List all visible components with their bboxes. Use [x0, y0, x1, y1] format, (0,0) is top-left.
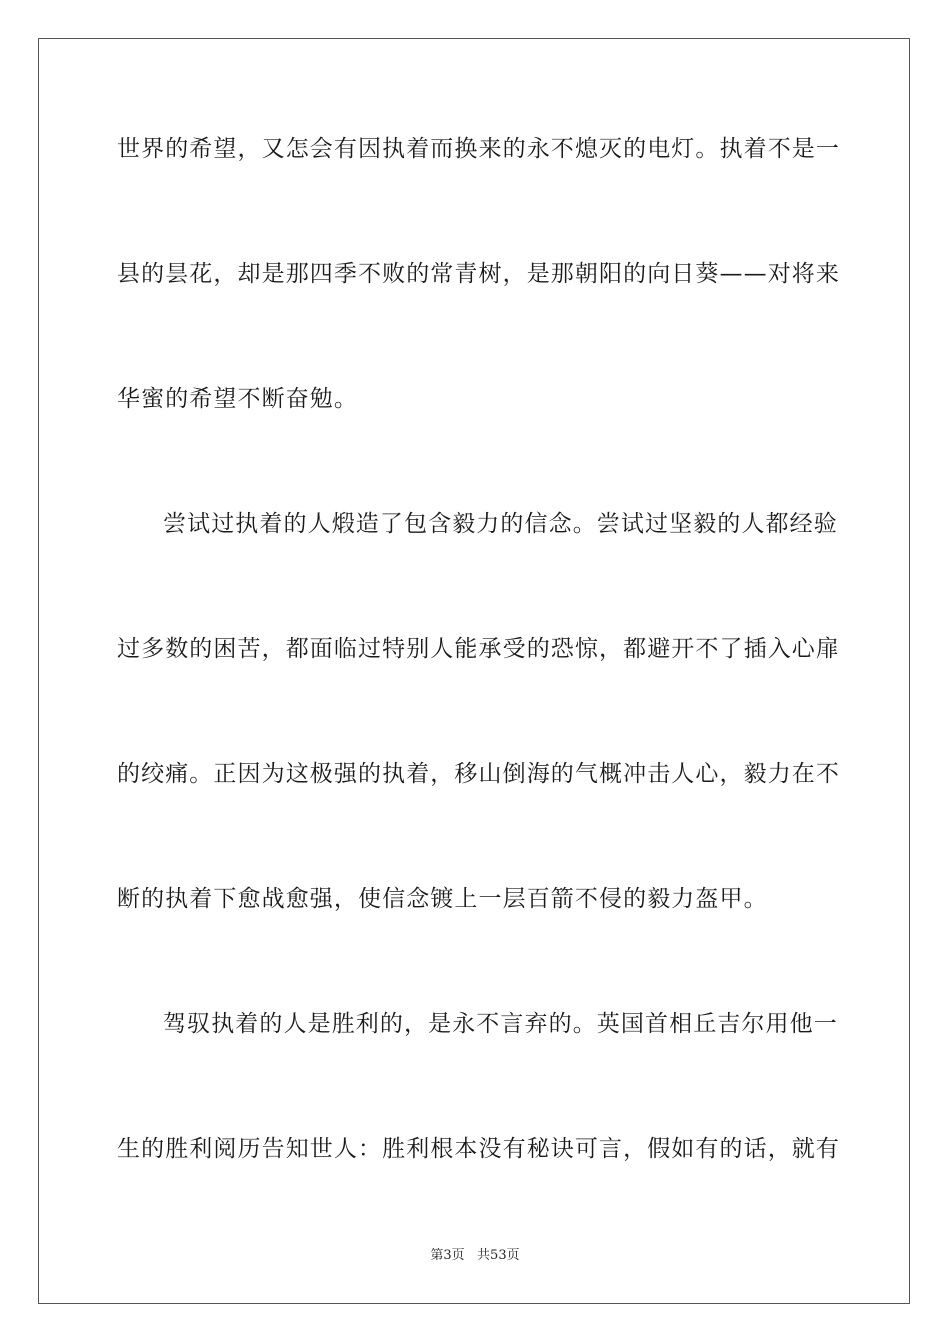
- page-border: [38, 38, 910, 1304]
- paragraph-line: 世界的希望，又怎会有因执着而换来的永不熄灭的电灯。执着不是一: [117, 136, 840, 162]
- paragraph-line: 的绞痛。正因为这极强的执着，移山倒海的气概冲击人心，毅力在不: [117, 761, 840, 787]
- paragraph-line: 县的昙花，却是那四季不败的常青树，是那朝阳的向日葵——对将来: [117, 261, 840, 287]
- page-number-footer: 第3页 共53页: [430, 1248, 520, 1263]
- paragraph-line: 华蜜的希望不断奋勉。: [117, 386, 358, 412]
- paragraph-line: 断的执着下愈战愈强，使信念镀上一层百箭不侵的毅力盔甲。: [117, 886, 768, 912]
- paragraph-line: 驾驭执着的人是胜利的，是永不言弃的。英国首相丘吉尔用他一: [163, 1011, 838, 1037]
- paragraph-line: 过多数的困苦，都面临过特别人能承受的恐惊，都避开不了插入心扉: [117, 636, 840, 662]
- paragraph-line: 生的胜利阅历告知世人：胜利根本没有秘诀可言，假如有的话，就有: [117, 1136, 840, 1162]
- paragraph-line: 尝试过执着的人煅造了包含毅力的信念。尝试过坚毅的人都经验: [163, 511, 838, 537]
